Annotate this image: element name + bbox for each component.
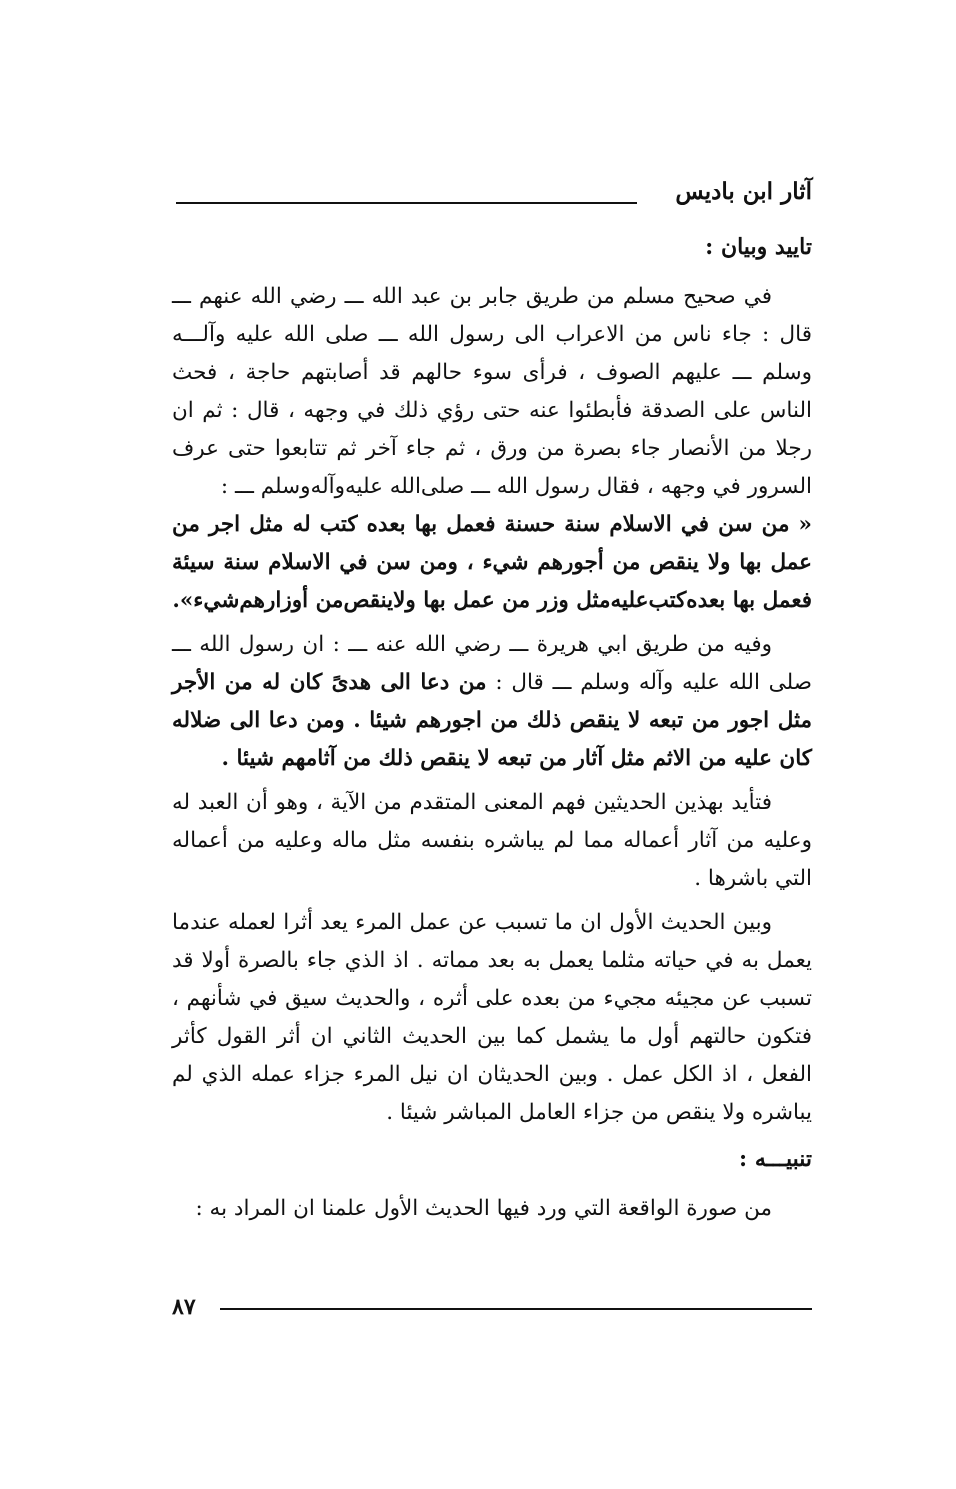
section-heading-confirmation: تاييد وبيان :	[705, 234, 812, 260]
page-body	[172, 228, 812, 1228]
abu-hurayra-intro-text: وفيه من طريق ابي هريرة ـــ رضي الله عنه ـــ : ان رسول الله ـــ صلى الله عليه وآله وسلم ـــ قال :	[172, 632, 812, 695]
paragraph-confirmation: فتأيد بهذين الحديثين فهم المعنى المتقدم من الآية ، وهو أن العبد له وعليه من آثار أعماله مما لم يباشره بنفسه مثل ماله وعليه من أعماله التي باشرها .	[172, 790, 812, 891]
header-rule	[176, 202, 637, 204]
page-footer	[172, 1294, 812, 1324]
paragraph-note: من صورة الواقعة التي ورد فيها الحديث الأول علمنا ان المراد به :	[195, 1196, 772, 1221]
paragraph-abu-hurayra-intro	[172, 626, 812, 778]
footer-rule	[220, 1308, 812, 1310]
page-number: ٨٧	[172, 1294, 196, 1320]
hadith-quote-guidance: من دعا الى هدىً كان له من الأجر مثل اجور من تبعه لا ينقص ذلك من اجورهم شيئا . ومن دعا الى ضلاله كان عليه من الاثم مثل آثار من تبعه لا ينقص ذلك من آثامهم شيئا .	[172, 670, 812, 771]
hadith-quote-sunna: « من سن في الاسلام سنة حسنة فعمل بها بعده كتب له مثل اجر من عمل بها ولا ينقص من أجورهم شيء ، ومن سن في الاسلام سنة سيئة فعمل بها بعده‌كتب‌عليه‌مثل وزر من عمل بها ولاينقص‌من أوزارهم‌شيء».	[172, 512, 812, 613]
book-title: آثار ابن باديس	[675, 178, 812, 205]
paragraph-jabir-narration: في صحيح مسلم من طريق جابر بن عبد الله ـــ رضي الله عنهم ـــ قال : جاء ناس من الاعراب الى رسول الله ـــ صلى الله عليه وآلـــه وسلم ـــ عليهم الصوف ، فرأى سوء حالهم قد أصابتهم حاجة ، فحث الناس على الصدقة فأبطئوا عنه حتى رؤي ذلك في وجهه ، قال : ثم ان رجلا من الأنصار جاء بصرة من ورق ، ثم جاء آخر ثم تتابعوا حتى عرف السرور في وجهه ، فقال رسول الله ـــ صلى‌الله عليه‌وآله‌وسلم ـــ :	[172, 284, 812, 499]
paragraph-explanation: وبين الحديث الأول ان ما تسبب عن عمل المرء يعد أثرا لعمله عندما يعمل به في حياته مثلما يعمل به بعد مماته . اذ الذي جاء بالصرة أولا قد تسبب عن مجيئه مجيء من بعده على أثره ، والحديث سيق في شأنهم ، فتكون حالتهم أول ما يشمل كما بين الحديث الثاني ان أثر القول كأثر الفعل ، اذ الكل عمل . وبين الحديثان ان نيل المرء جزاء عمله الذي لم يباشره ولا ينقص من جزاء العامل المباشر شيئا .	[172, 910, 812, 1125]
running-header	[176, 172, 812, 212]
section-heading-note: تنبيـــه :	[739, 1146, 812, 1172]
